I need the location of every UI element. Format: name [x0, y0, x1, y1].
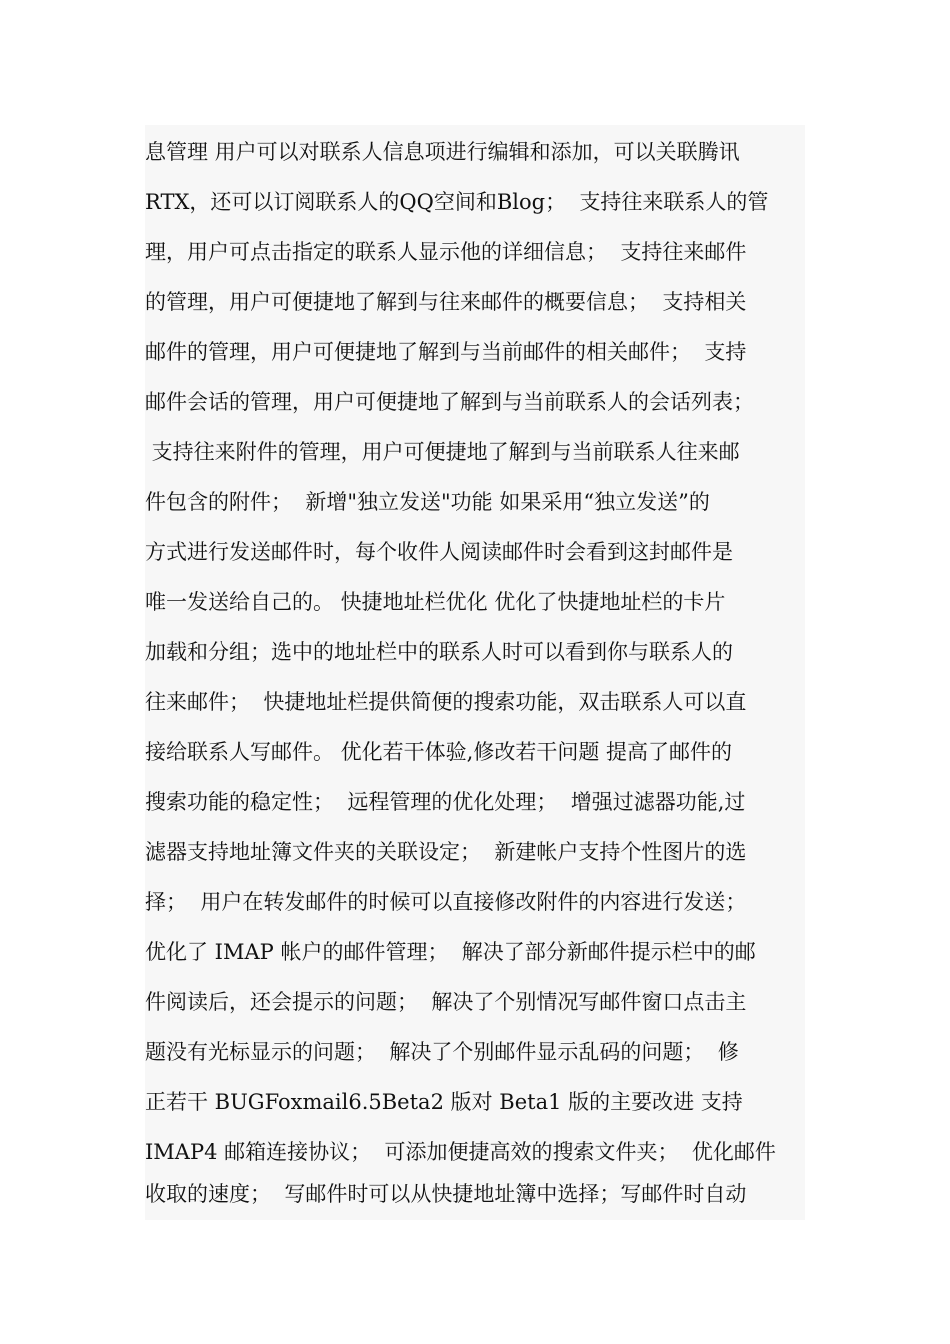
text-line-21: IMAP4 邮箱连接协议； 可添加便捷高效的搜索文件夹； 优化邮件: [145, 1140, 776, 1164]
text-line-14: 搜索功能的稳定性； 远程管理的优化处理； 增强过滤器功能,过: [145, 790, 746, 814]
text-line-2: RTX，还可以订阅联系人的QQ空间和Blog； 支持往来联系人的管: [145, 190, 769, 214]
text-line-11: 加载和分组；选中的地址栏中的联系人时可以看到你与联系人的: [145, 640, 733, 664]
text-line-12: 往来邮件； 快捷地址栏提供简便的搜索功能，双击联系人可以直: [145, 690, 747, 714]
text-line-7: 支持往来附件的管理，用户可便捷地了解到与当前联系人往来邮: [145, 440, 740, 464]
text-line-5: 邮件的管理，用户可便捷地了解到与当前邮件的相关邮件； 支持: [145, 340, 747, 364]
text-line-15: 滤器支持地址簿文件夹的关联设定； 新建帐户支持个性图片的选: [145, 840, 747, 864]
text-line-4: 的管理，用户可便捷地了解到与往来邮件的概要信息； 支持相关: [145, 290, 747, 314]
text-line-8: 件包含的附件； 新增"独立发送"功能 如果采用“独立发送”的: [145, 490, 710, 514]
text-line-9: 方式进行发送邮件时，每个收件人阅读邮件时会看到这封邮件是: [145, 540, 733, 564]
text-line-3: 理，用户可点击指定的联系人显示他的详细信息； 支持往来邮件: [145, 240, 747, 264]
text-line-22: 收取的速度； 写邮件时可以从快捷地址簿中选择；写邮件时自动: [145, 1182, 747, 1206]
text-line-19: 题没有光标显示的问题； 解决了个别邮件显示乱码的问题； 修: [145, 1040, 739, 1064]
text-line-10: 唯一发送给自己的。 快捷地址栏优化 优化了快捷地址栏的卡片: [145, 590, 726, 614]
text-line-13: 接给联系人写邮件。 优化若干体验,修改若干问题 提高了邮件的: [145, 740, 733, 764]
text-line-6: 邮件会话的管理，用户可便捷地了解到与当前联系人的会话列表；: [145, 390, 754, 414]
text-line-1: 息管理 用户可以对联系人信息项进行编辑和添加，可以关联腾讯: [145, 140, 740, 164]
text-line-18: 件阅读后，还会提示的问题； 解决了个别情况写邮件窗口点击主: [145, 990, 747, 1014]
text-line-17: 优化了 IMAP 帐户的邮件管理； 解决了部分新邮件提示栏中的邮: [145, 940, 756, 964]
text-line-20: 正若干 BUGFoxmail6.5Beta2 版对 Beta1 版的主要改进 支持: [145, 1090, 743, 1114]
text-line-16: 择； 用户在转发邮件的时候可以直接修改附件的内容进行发送；: [145, 890, 747, 914]
